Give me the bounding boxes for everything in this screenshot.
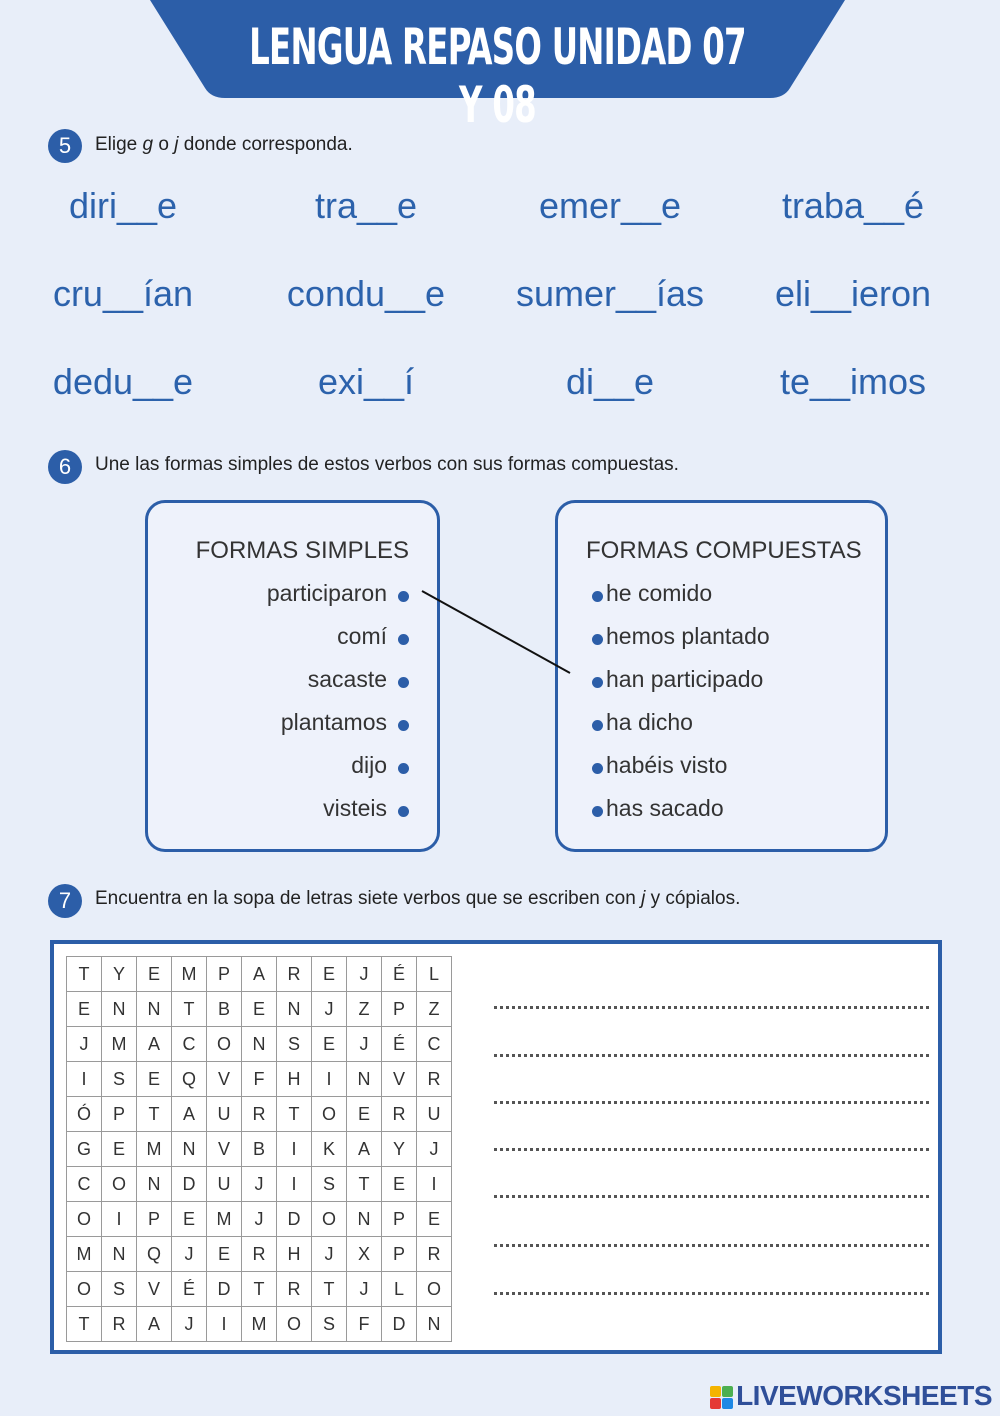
grid-cell[interactable]: X — [347, 1237, 382, 1272]
grid-cell[interactable]: N — [242, 1027, 277, 1062]
grid-cell[interactable]: T — [137, 1097, 172, 1132]
grid-row — [67, 1307, 452, 1342]
exercise-6-number: 6 — [48, 450, 82, 484]
match-dot[interactable] — [398, 763, 409, 774]
grid-cell[interactable]: I — [207, 1307, 242, 1342]
compound-form-item: han participado — [606, 666, 764, 692]
grid-cell[interactable]: M — [242, 1307, 277, 1342]
grid-cell[interactable]: F — [242, 1062, 277, 1097]
grid-cell[interactable]: S — [102, 1062, 137, 1097]
match-dot[interactable] — [592, 591, 603, 602]
answer-line[interactable] — [494, 1292, 929, 1295]
grid-cell[interactable]: A — [347, 1132, 382, 1167]
match-dot[interactable] — [398, 720, 409, 731]
grid-cell[interactable]: É — [172, 1272, 207, 1307]
answer-line[interactable] — [494, 1244, 929, 1247]
grid-cell[interactable]: N — [137, 1167, 172, 1202]
exercise-7-number: 7 — [48, 884, 82, 918]
exercise-5-instruction: Elige g o j donde corresponda. — [95, 134, 353, 155]
match-dot[interactable] — [398, 806, 409, 817]
grid-cell[interactable]: O — [312, 1202, 347, 1237]
grid-cell[interactable]: T — [172, 992, 207, 1027]
grid-cell[interactable]: L — [417, 957, 452, 992]
grid-cell[interactable]: V — [207, 1132, 242, 1167]
grid-row — [67, 1097, 452, 1132]
grid-cell[interactable]: Q — [172, 1062, 207, 1097]
grid-cell[interactable]: J — [347, 1272, 382, 1307]
grid-cell[interactable]: R — [417, 1062, 452, 1097]
fill-word[interactable]: te__imos — [779, 361, 927, 402]
grid-cell[interactable]: P — [382, 992, 417, 1027]
grid-cell[interactable]: J — [172, 1307, 207, 1342]
grid-cell[interactable]: C — [417, 1027, 452, 1062]
grid-cell[interactable]: V — [137, 1272, 172, 1307]
grid-cell[interactable]: E — [347, 1097, 382, 1132]
grid-cell[interactable]: M — [137, 1132, 172, 1167]
fill-word[interactable]: exi__í — [317, 361, 415, 402]
fill-word[interactable]: traba__é — [781, 185, 925, 226]
grid-cell[interactable]: U — [417, 1097, 452, 1132]
compound-forms-box — [555, 500, 888, 852]
grid-cell[interactable]: O — [207, 1027, 242, 1062]
answer-line[interactable] — [494, 1054, 929, 1057]
exercise-5-number: 5 — [48, 129, 82, 163]
grid-cell[interactable]: N — [102, 1237, 137, 1272]
answer-line[interactable] — [494, 1195, 929, 1198]
grid-cell[interactable]: E — [67, 992, 102, 1027]
grid-cell[interactable]: A — [137, 1307, 172, 1342]
simple-form-item: dijo — [351, 752, 387, 778]
grid-row — [67, 957, 452, 992]
grid-cell[interactable]: J — [347, 1027, 382, 1062]
grid-cell[interactable]: T — [347, 1167, 382, 1202]
grid-cell[interactable]: O — [312, 1097, 347, 1132]
simple-form-item: plantamos — [280, 709, 387, 735]
grid-cell[interactable]: R — [417, 1237, 452, 1272]
grid-cell[interactable]: E — [137, 1062, 172, 1097]
match-dot[interactable] — [398, 677, 409, 688]
grid-cell[interactable]: R — [242, 1237, 277, 1272]
grid-cell[interactable]: J — [172, 1237, 207, 1272]
compound-form-item: ha dicho — [606, 709, 693, 735]
liveworksheets-logo — [710, 1380, 992, 1412]
grid-cell[interactable]: S — [277, 1027, 312, 1062]
grid-cell[interactable]: R — [382, 1097, 417, 1132]
match-dot[interactable] — [592, 806, 603, 817]
grid-row — [67, 1272, 452, 1307]
grid-cell[interactable]: M — [172, 957, 207, 992]
grid-cell[interactable]: Z — [417, 992, 452, 1027]
simple-form-item: participaron — [266, 580, 387, 606]
grid-cell[interactable]: Y — [382, 1132, 417, 1167]
compound-forms-title: FORMAS COMPUESTAS — [586, 537, 862, 564]
grid-cell[interactable]: N — [277, 992, 312, 1027]
exercise-6-instruction: Une las formas simples de estos verbos con sus formas compuestas. — [95, 454, 679, 475]
compound-form-item: he comido — [606, 580, 713, 606]
grid-cell[interactable]: K — [312, 1132, 347, 1167]
grid-row — [67, 1027, 452, 1062]
simple-forms-box — [145, 500, 440, 852]
grid-row — [67, 1237, 452, 1272]
grid-cell[interactable]: I — [277, 1167, 312, 1202]
grid-cell[interactable]: I — [67, 1062, 102, 1097]
grid-cell[interactable]: J — [347, 957, 382, 992]
grid-row — [67, 1202, 452, 1237]
grid-cell[interactable]: M — [67, 1237, 102, 1272]
simple-form-item: sacaste — [307, 666, 387, 692]
grid-cell[interactable]: L — [382, 1272, 417, 1307]
grid-cell[interactable]: A — [242, 957, 277, 992]
grid-cell[interactable]: I — [277, 1132, 312, 1167]
grid-cell[interactable]: A — [137, 1027, 172, 1062]
grid-cell[interactable]: R — [242, 1097, 277, 1132]
answer-line[interactable] — [494, 1148, 929, 1151]
match-dot[interactable] — [592, 720, 603, 731]
grid-cell[interactable]: E — [172, 1202, 207, 1237]
grid-cell[interactable]: M — [102, 1027, 137, 1062]
grid-cell[interactable]: B — [207, 992, 242, 1027]
grid-cell[interactable]: A — [172, 1097, 207, 1132]
grid-cell[interactable]: J — [312, 992, 347, 1027]
grid-cell[interactable]: O — [277, 1307, 312, 1342]
grid-cell[interactable]: V — [207, 1062, 242, 1097]
grid-cell[interactable]: D — [382, 1307, 417, 1342]
grid-cell[interactable]: P — [102, 1097, 137, 1132]
fill-word[interactable]: eli__ieron — [774, 273, 932, 314]
grid-cell[interactable]: P — [137, 1202, 172, 1237]
fill-word[interactable]: diri__e — [68, 185, 178, 226]
grid-cell[interactable]: N — [347, 1202, 382, 1237]
grid-cell[interactable]: H — [277, 1237, 312, 1272]
grid-cell[interactable]: T — [67, 957, 102, 992]
logo-mark-icon — [710, 1386, 734, 1410]
grid-cell[interactable]: Z — [347, 992, 382, 1027]
grid-cell[interactable]: D — [277, 1202, 312, 1237]
grid-cell[interactable]: J — [417, 1132, 452, 1167]
grid-cell[interactable]: E — [102, 1132, 137, 1167]
grid-cell[interactable]: U — [207, 1167, 242, 1202]
fill-word[interactable]: condu__e — [286, 273, 446, 314]
grid-cell[interactable]: S — [312, 1307, 347, 1342]
fill-word[interactable]: di__e — [565, 361, 655, 402]
grid-cell[interactable]: U — [207, 1097, 242, 1132]
grid-cell[interactable]: É — [382, 1027, 417, 1062]
grid-cell[interactable]: I — [102, 1202, 137, 1237]
grid-cell[interactable]: C — [172, 1027, 207, 1062]
grid-cell[interactable]: S — [102, 1272, 137, 1307]
exercise-7-instruction: Encuentra en la sopa de letras siete verbos que se escriben con j y cópialos. — [95, 888, 741, 909]
grid-cell[interactable]: I — [417, 1167, 452, 1202]
grid-cell[interactable]: C — [67, 1167, 102, 1202]
answer-line[interactable] — [494, 1006, 929, 1009]
match-dot[interactable] — [398, 591, 409, 602]
grid-cell[interactable]: E — [207, 1237, 242, 1272]
match-dot[interactable] — [592, 677, 603, 688]
logo-text: LIVEWORKSHEETS — [736, 1380, 992, 1411]
grid-cell[interactable]: N — [417, 1307, 452, 1342]
grid-cell[interactable]: E — [312, 1027, 347, 1062]
fill-word[interactable]: dedu__e — [52, 361, 194, 402]
grid-cell[interactable]: F — [347, 1307, 382, 1342]
grid-cell[interactable]: D — [172, 1167, 207, 1202]
grid-cell[interactable]: I — [312, 1062, 347, 1097]
grid-cell[interactable]: H — [277, 1062, 312, 1097]
grid-cell[interactable]: N — [172, 1132, 207, 1167]
grid-cell[interactable]: O — [417, 1272, 452, 1307]
grid-cell[interactable]: J — [67, 1027, 102, 1062]
compound-form-item: has sacado — [606, 795, 724, 821]
grid-cell[interactable]: O — [102, 1167, 137, 1202]
grid-cell[interactable]: T — [312, 1272, 347, 1307]
match-dot[interactable] — [398, 634, 409, 645]
grid-cell[interactable]: V — [382, 1062, 417, 1097]
compound-form-item: habéis visto — [606, 752, 728, 778]
word-search-box — [50, 940, 942, 1354]
grid-cell[interactable]: T — [67, 1307, 102, 1342]
simple-form-item: visteis — [323, 795, 387, 821]
grid-cell[interactable]: E — [242, 992, 277, 1027]
grid-cell[interactable]: T — [242, 1272, 277, 1307]
fill-word[interactable]: tra__e — [314, 185, 418, 226]
grid-cell[interactable]: Q — [137, 1237, 172, 1272]
word-search-grid[interactable] — [66, 956, 452, 1342]
grid-cell[interactable]: S — [312, 1167, 347, 1202]
grid-cell[interactable]: B — [242, 1132, 277, 1167]
grid-cell[interactable]: M — [207, 1202, 242, 1237]
grid-cell[interactable]: E — [417, 1202, 452, 1237]
grid-cell[interactable]: N — [102, 992, 137, 1027]
grid-row — [67, 1132, 452, 1167]
grid-cell[interactable]: Ó — [67, 1097, 102, 1132]
fill-word[interactable]: cru__ían — [52, 273, 194, 314]
grid-cell[interactable]: E — [312, 957, 347, 992]
grid-cell[interactable]: N — [347, 1062, 382, 1097]
compound-form-item: hemos plantado — [606, 623, 770, 649]
simple-forms-title: FORMAS SIMPLES — [195, 537, 409, 564]
grid-cell[interactable]: P — [382, 1202, 417, 1237]
grid-row — [67, 1062, 452, 1097]
grid-cell[interactable]: É — [382, 957, 417, 992]
answer-line[interactable] — [494, 1101, 929, 1104]
grid-cell[interactable]: O — [67, 1272, 102, 1307]
grid-row — [67, 992, 452, 1027]
grid-cell[interactable]: R — [277, 957, 312, 992]
page-title: LENGUA REPASO UNIDAD 07 Y 08 — [249, 18, 746, 134]
grid-cell[interactable]: J — [242, 1202, 277, 1237]
match-dot[interactable] — [592, 634, 603, 645]
grid-cell[interactable]: E — [382, 1167, 417, 1202]
grid-cell[interactable]: O — [67, 1202, 102, 1237]
grid-cell[interactable]: R — [277, 1272, 312, 1307]
grid-cell[interactable]: T — [277, 1097, 312, 1132]
simple-form-item: comí — [337, 623, 387, 649]
grid-cell[interactable]: D — [207, 1272, 242, 1307]
grid-cell[interactable]: R — [102, 1307, 137, 1342]
grid-cell[interactable]: J — [242, 1167, 277, 1202]
title-banner — [150, 0, 845, 134]
grid-cell[interactable]: E — [137, 957, 172, 992]
grid-cell[interactable]: P — [207, 957, 242, 992]
match-dot[interactable] — [592, 763, 603, 774]
grid-cell[interactable]: P — [382, 1237, 417, 1272]
grid-cell[interactable]: N — [137, 992, 172, 1027]
fill-word[interactable]: sumer__ías — [515, 273, 705, 314]
grid-cell[interactable]: J — [312, 1237, 347, 1272]
grid-row — [67, 1167, 452, 1202]
grid-cell[interactable]: G — [67, 1132, 102, 1167]
fill-word[interactable]: emer__e — [538, 185, 682, 226]
grid-cell[interactable]: Y — [102, 957, 137, 992]
